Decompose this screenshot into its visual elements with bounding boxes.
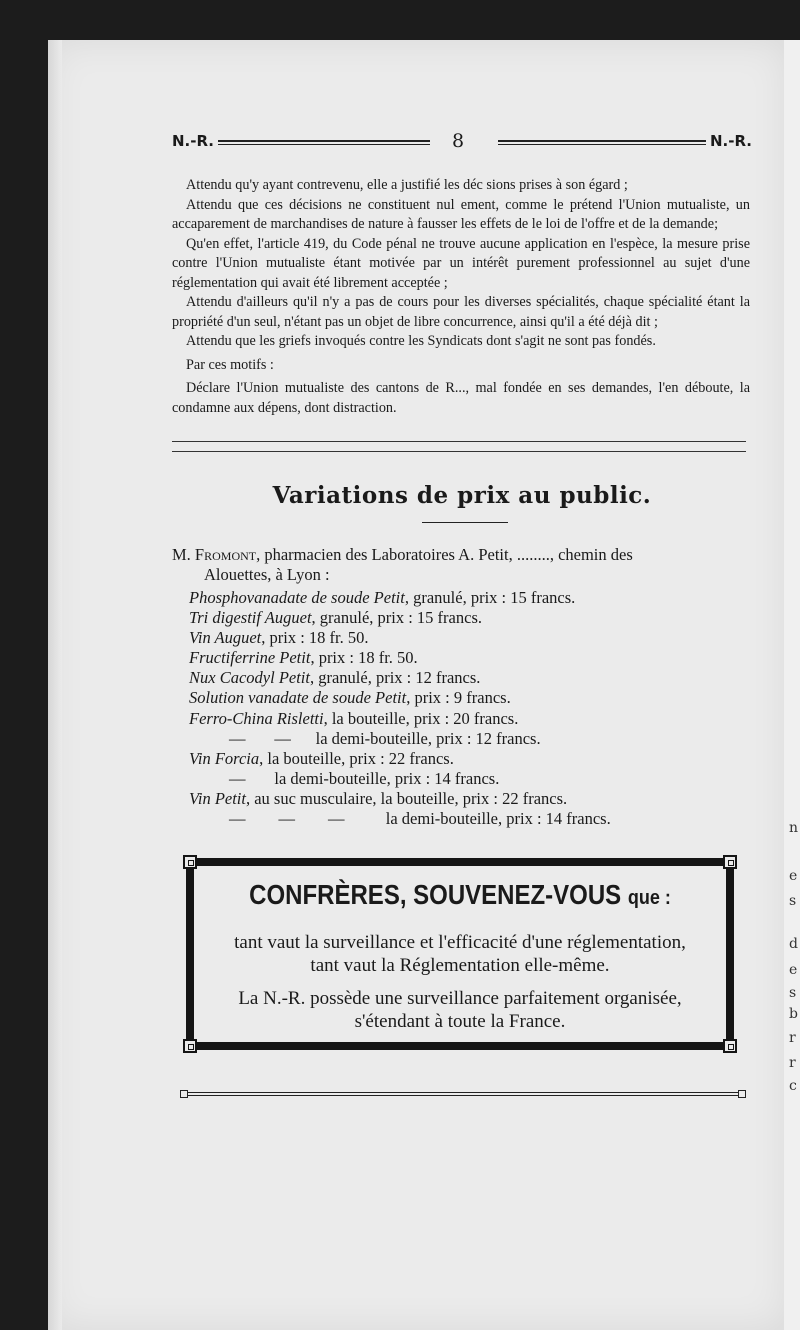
margin-letter: e: [789, 962, 798, 978]
section-rule-top: [172, 441, 746, 442]
price-list-item: [189, 668, 749, 688]
corner-ornament: [723, 1039, 737, 1053]
product-detail: , la bouteille, prix : 22 francs.: [259, 748, 454, 768]
price-list-item: [189, 648, 749, 668]
paragraph: Qu'en effet, l'article 419, du Code pénal ne trouve aucune application en l'espèce, la mesure prise contre l'Union mutualiste étant motivée par un intérêt purement professionnel au sujet d'une réglementation qui avait été librement acceptée ;: [172, 235, 750, 291]
corner-ornament: [723, 855, 737, 869]
title-underline: [422, 522, 508, 523]
page-header: [172, 130, 752, 154]
margin-letter: e: [789, 868, 798, 884]
product-name: Fructiferrine Petit: [189, 648, 311, 668]
price-list-item: [189, 588, 749, 608]
margin-letter: n: [789, 820, 799, 836]
product-detail: , prix : 9 francs.: [406, 688, 511, 708]
intro-rest: , pharmacien des Laboratoires A. Petit, ........, chemin des: [256, 545, 633, 564]
price-list-item: [189, 769, 749, 789]
product-name: Phosphovanadate de soude Petit: [189, 588, 405, 607]
product-name: Vin Auguet: [189, 628, 262, 648]
rule-end-square: [738, 1090, 746, 1098]
product-detail: , granulé, prix : 15 francs.: [404, 588, 576, 607]
corner-ornament: [183, 855, 197, 869]
product-detail: — — la demi-bouteille, prix : 12 francs.: [229, 728, 541, 748]
price-list-item: [189, 729, 749, 749]
price-list-item: [189, 608, 749, 628]
product-name: Vin Petit: [189, 788, 246, 808]
price-list-item: [189, 688, 749, 708]
product-detail: , granulé, prix : 15 francs.: [311, 608, 482, 628]
product-name: Ferro-China Risletti: [189, 708, 324, 728]
product-detail: — — — la demi-bouteille, prix : 14 francs.: [229, 809, 611, 829]
judgment-text: [172, 176, 750, 418]
header-left-label: N.-R.: [172, 132, 215, 150]
margin-letter: c: [789, 1078, 797, 1094]
price-list-item: [189, 709, 749, 729]
product-detail: , au suc musculaire, la bouteille, prix : 22 francs.: [245, 788, 568, 808]
notice-line: tant vaut la Réglementation elle-même.: [310, 955, 610, 976]
price-list-item: [189, 809, 749, 829]
notice-box: [186, 858, 734, 1050]
page-binding-edge: [48, 40, 62, 1330]
notice-title: [186, 880, 734, 912]
margin-letter: s: [789, 985, 797, 1001]
paragraph: Déclare l'Union mutualiste des cantons de R..., mal fondée en ses demandes, l'en déboute, la condamne aux dépens, dont distraction.: [172, 380, 750, 416]
header-rule-left: [218, 140, 430, 145]
bottom-ornamental-rule: [180, 1090, 746, 1098]
price-list-item: [189, 789, 749, 809]
product-detail: — la demi-bouteille, prix : 14 francs.: [229, 768, 500, 788]
header-rule-right: [498, 140, 706, 145]
price-list-item: [189, 628, 749, 648]
intro-prefix: M.: [172, 545, 191, 564]
paragraph: Attendu qu'y ayant contrevenu, elle a justifié les déc sions prises à son égard ;: [186, 177, 628, 193]
margin-letter: d: [789, 936, 798, 952]
corner-ornament: [183, 1039, 197, 1053]
intro-text: [172, 545, 750, 585]
intro-address: Alouettes, à Lyon :: [204, 565, 330, 584]
paragraph: Attendu que ces décisions ne constituent nul ement, comme le prétend l'Union mutualiste, un accaparement de marchandises de nature à fausser les effets de le loi de l'offre et de la demande;: [172, 196, 750, 232]
notice-title-suffix: que :: [627, 885, 671, 909]
price-list: [189, 588, 749, 829]
margin-letter: b: [789, 1006, 798, 1022]
notice-title-main: CONFRÈRES, SOUVENEZ-VOUS: [249, 879, 622, 911]
notice-line: La N.-R. possède une surveillance parfaitement organisée,: [238, 988, 682, 1009]
price-list-item: [189, 749, 749, 769]
box-border-bottom: [186, 1042, 734, 1050]
paragraph: Attendu que les griefs invoqués contre les Syndicats dont s'agit ne sont pas fondés.: [186, 333, 656, 349]
product-detail: , prix : 18 fr. 50.: [310, 648, 418, 668]
product-detail: , prix : 18 fr. 50.: [261, 628, 369, 648]
product-name: Vin Forcia: [189, 748, 260, 768]
product-name: Nux Cacodyl Petit: [189, 668, 310, 688]
product-name: Tri digestif Auguet: [189, 608, 312, 628]
box-border-top: [186, 858, 734, 866]
paragraph: Par ces motifs :: [186, 356, 274, 373]
header-right-label: N.-R.: [709, 132, 752, 150]
pharmacist-name: Fromont: [194, 545, 257, 564]
section-title: Variations de prix au public.: [272, 482, 652, 509]
next-page-edge: [784, 40, 800, 1330]
product-detail: , granulé, prix : 12 francs.: [309, 668, 481, 688]
rule-bar: [188, 1092, 738, 1096]
paragraph: Attendu d'ailleurs qu'il n'y a pas de cours pour les diverses spécialités, chaque spécialité étant la propriété d'un seul, n'étant pas un objet de libre concurrence, ainsi qu'il a été déjà dit ;: [172, 294, 750, 330]
page-number: 8: [452, 130, 465, 152]
product-detail: , la bouteille, prix : 20 francs.: [323, 708, 519, 728]
margin-letter: r: [789, 1055, 796, 1071]
margin-letter: s: [789, 893, 797, 909]
section-rule-bottom: [172, 451, 746, 452]
margin-letter: r: [789, 1030, 796, 1046]
notice-line: tant vaut la surveillance et l'efficacité d'une réglementation,: [234, 932, 686, 953]
rule-end-square: [180, 1090, 188, 1098]
product-name: Solution vanadate de soude Petit: [189, 688, 407, 708]
notice-line: s'étendant à toute la France.: [354, 1011, 566, 1032]
